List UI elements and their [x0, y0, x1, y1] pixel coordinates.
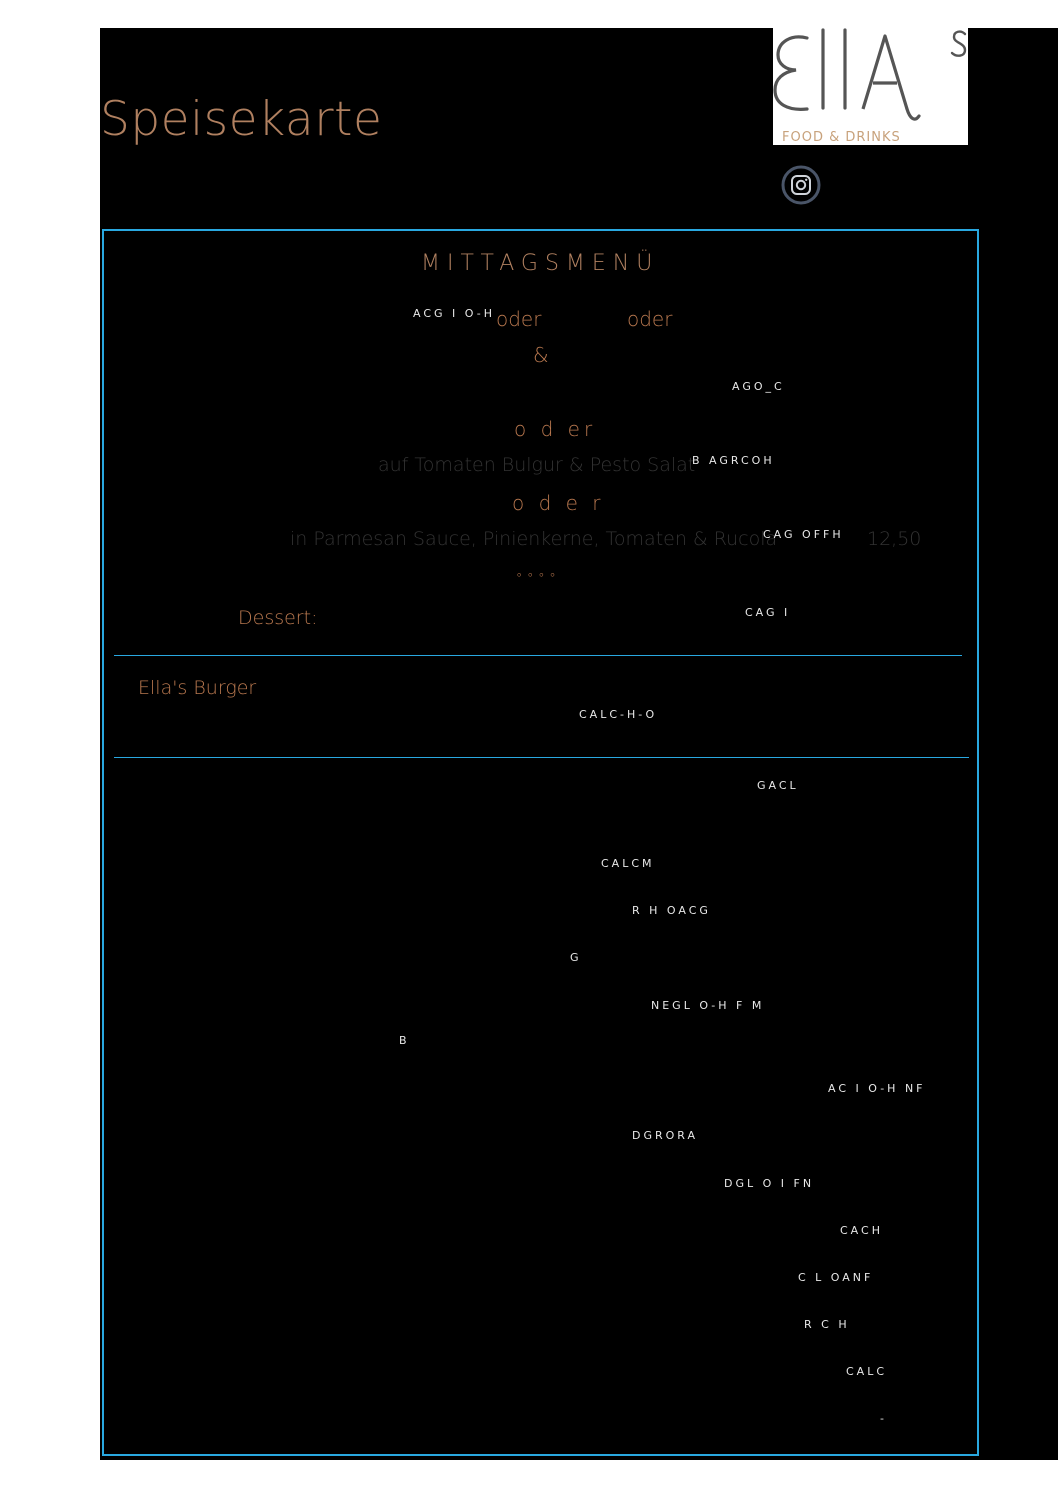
- allergen-code: CALCM: [601, 857, 655, 870]
- page-title: Speisekarte: [100, 92, 383, 147]
- and-separator: &: [533, 343, 549, 367]
- allergen-code-main-1: AGO_C: [732, 380, 785, 393]
- dish-description-main-3: in Parmesan Sauce, Pinienkerne, Tomaten & Rucola: [290, 528, 778, 550]
- allergen-code: R C H: [804, 1318, 850, 1331]
- allergen-code: DGRORA: [632, 1129, 699, 1142]
- allergen-code: G: [570, 951, 582, 964]
- allergen-code: CACH: [840, 1224, 883, 1237]
- dish-description-main-2: auf Tomaten Bulgur & Pesto Salat: [378, 454, 696, 476]
- allergen-code: -: [880, 1412, 887, 1425]
- menu-price: 12,50: [867, 528, 922, 550]
- allergen-code-burger: CALC-H-O: [579, 708, 658, 721]
- ornament-divider: ∘∘∘∘: [515, 568, 560, 583]
- allergen-code-starter: ACG I O-H: [413, 307, 495, 320]
- or-separator: oder: [627, 307, 673, 331]
- burger-title: Ella's Burger: [138, 677, 257, 699]
- section-divider: [114, 757, 969, 758]
- allergen-code: AC I O-H NF: [828, 1082, 926, 1095]
- section-divider: [114, 655, 962, 656]
- or-separator: oder: [496, 307, 542, 331]
- instagram-icon[interactable]: [781, 165, 821, 205]
- section-heading-mittagsmenu: MITTAGSMENÜ: [421, 251, 660, 276]
- allergen-code: GACL: [757, 779, 799, 792]
- allergen-code: C L OANF: [798, 1271, 874, 1284]
- allergen-code: NEGL O-H F M: [651, 999, 765, 1012]
- logo-tagline: FOOD & DRINKS: [782, 130, 901, 145]
- or-separator: o d e r: [512, 491, 605, 515]
- allergen-code: R H OACG: [632, 904, 711, 917]
- allergen-code: CALC: [846, 1365, 888, 1378]
- allergen-code-main-2: B AGRCOH: [692, 454, 775, 467]
- ellas-logo-wordmark: [773, 28, 968, 145]
- allergen-code: DGL O I FN: [724, 1177, 815, 1190]
- allergen-code-main-3: CAG OFFH: [763, 528, 844, 541]
- allergen-code: B: [399, 1034, 410, 1047]
- or-separator: o d er: [514, 417, 597, 441]
- allergen-code-dessert: CAG I: [745, 606, 791, 619]
- ellas-logo: [773, 28, 968, 145]
- dessert-label: Dessert:: [238, 607, 318, 629]
